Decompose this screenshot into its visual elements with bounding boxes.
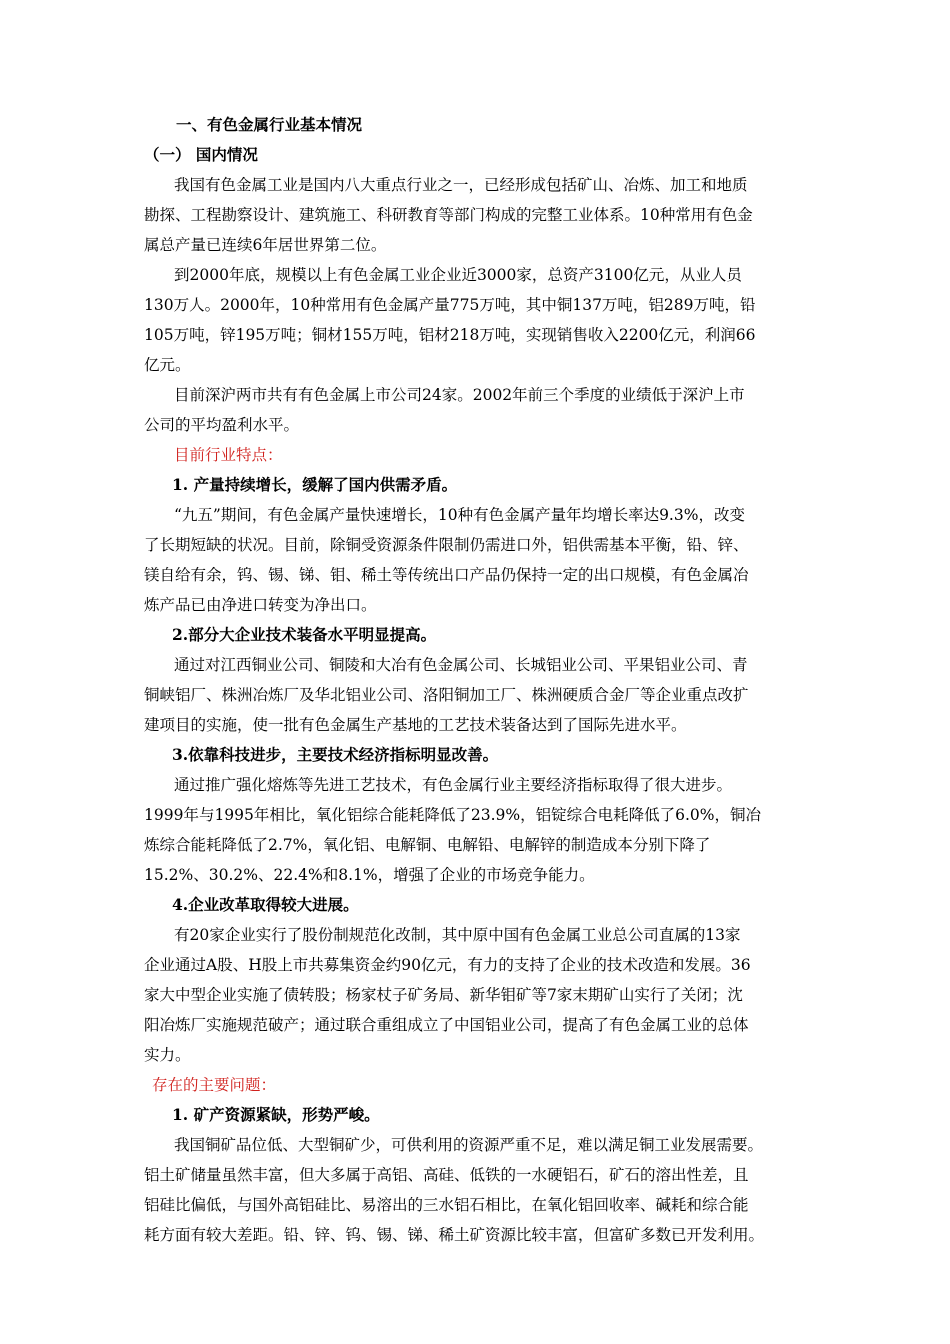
point-2-body bbox=[144, 650, 816, 740]
text-line: 铝土矿储量虽然丰富，但大多属于高铝、高硅、低铁的一水硬铝石，矿石的溶出性差，且 bbox=[144, 1166, 749, 1184]
point-4-title: 4.企业改革取得较大进展。 bbox=[172, 895, 359, 914]
problems-heading: 存在的主要问题： bbox=[152, 1076, 277, 1094]
problem-1-title: 1. 矿产资源紧缺，形势严峻。 bbox=[172, 1105, 380, 1124]
point-1-body bbox=[144, 500, 816, 620]
text-line: 有20家企业实行了股份制规范化改制，其中原中国有色金属工业总公司直属的13家 bbox=[174, 926, 741, 944]
text-line: 130万人。2000年，10种常用有色金属产量775万吨，其中铜137万吨，铝289万吨，铅 bbox=[144, 296, 756, 314]
point-3-title: 3.依靠科技进步，主要技术经济指标明显改善。 bbox=[172, 745, 499, 764]
text-line: 了长期短缺的状况。目前，除铜受资源条件限制仍需进口外，铝供需基本平衡，铅、锌、 bbox=[144, 536, 749, 554]
text-line: 105万吨，锌195万吨；铜材155万吨，铝材218万吨，实现销售收入2200亿元，利润66 bbox=[144, 326, 756, 344]
point-4-body bbox=[144, 920, 816, 1070]
text-line: 企业通过A股、H股上市共募集资金约90亿元，有力的支持了企业的技术改造和发展。36 bbox=[144, 956, 751, 974]
text-line: 实力。 bbox=[144, 1046, 191, 1064]
point-2-title: 2.部分大企业技术装备水平明显提高。 bbox=[172, 625, 437, 644]
text-line: 我国有色金属工业是国内八大重点行业之一，已经形成包括矿山、冶炼、加工和地质 bbox=[174, 176, 748, 194]
text-line: 炼综合能耗降低了2.7%，氧化铝、电解铜、电解铅、电解锌的制造成本分别下降了 bbox=[144, 836, 711, 854]
point-1-title: 1. 产量持续增长，缓解了国内供需矛盾。 bbox=[172, 475, 458, 494]
text-line: 亿元。 bbox=[144, 356, 191, 374]
text-line: 属总产量已连续6年居世界第二位。 bbox=[144, 236, 387, 254]
text-line: 15.2%、30.2%、22.4%和8.1%，增强了企业的市场竞争能力。 bbox=[144, 866, 595, 884]
listed-companies-paragraph bbox=[144, 380, 816, 440]
text-line: 1999年与1995年相比，氧化铝综合能耗降低了23.9%，铝锭综合电耗降低了6.0%，铜冶 bbox=[144, 806, 762, 824]
text-line: 公司的平均盈利水平。 bbox=[144, 416, 300, 434]
document-body bbox=[144, 110, 816, 1250]
features-heading: 目前行业特点： bbox=[174, 446, 283, 464]
text-line: 通过推广强化熔炼等先进工艺技术，有色金属行业主要经济指标取得了很大进步。 bbox=[174, 776, 733, 794]
text-line: 阳冶炼厂实施规范破产；通过联合重组成立了中国铝业公司，提高了有色金属工业的总体 bbox=[144, 1016, 749, 1034]
section-title: 一、有色金属行业基本情况 bbox=[176, 115, 363, 134]
text-line: 到2000年底，规模以上有色金属工业企业近3000家，总资产3100亿元，从业人员 bbox=[174, 266, 742, 284]
text-line: 目前深沪两市共有有色金属上市公司24家。2002年前三个季度的业绩低于深沪上市 bbox=[174, 386, 745, 404]
text-line: 耗方面有较大差距。铅、锌、钨、锡、锑、稀土矿资源比较丰富，但富矿多数已开发利用。 bbox=[144, 1226, 765, 1244]
text-line: 家大中型企业实施了债转股；杨家杖子矿务局、新华钼矿等7家末期矿山实行了关闭；沈 bbox=[144, 986, 743, 1004]
point-3-body bbox=[144, 770, 816, 890]
text-line: 铝硅比偏低，与国外高铝硅比、易溶出的三水铝石相比，在氧化铝回收率、碱耗和综合能 bbox=[144, 1196, 749, 1214]
text-line: “九五”期间，有色金属产量快速增长，10种有色金属产量年均增长率达9.3%，改变 bbox=[174, 506, 745, 524]
subsection-title: （一） 国内情况 bbox=[144, 145, 258, 164]
text-line: 镁自给有余，钨、锡、锑、钼、稀土等传统出口产品仍保持一定的出口规模，有色金属冶 bbox=[144, 566, 749, 584]
text-line: 我国铜矿品位低、大型铜矿少，可供利用的资源严重不足，难以满足铜工业发展需要。 bbox=[174, 1136, 764, 1154]
text-line: 炼产品已由净进口转变为净出口。 bbox=[144, 596, 377, 614]
problem-1-body bbox=[144, 1130, 816, 1250]
text-line: 勘探、工程勘察设计、建筑施工、科研教育等部门构成的完整工业体系。10种常用有色金 bbox=[144, 206, 753, 224]
text-line: 通过对江西铜业公司、铜陵和大冶有色金属公司、长城铝业公司、平果铝业公司、青 bbox=[174, 656, 748, 674]
intro-paragraph bbox=[144, 170, 816, 260]
stats-paragraph bbox=[144, 260, 816, 380]
text-line: 建项目的实施，使一批有色金属生产基地的工艺技术装备达到了国际先进水平。 bbox=[144, 716, 687, 734]
text-line: 铜峡铝厂、株洲冶炼厂及华北铝业公司、洛阳铜加工厂、株洲硬质合金厂等企业重点改扩 bbox=[144, 686, 749, 704]
